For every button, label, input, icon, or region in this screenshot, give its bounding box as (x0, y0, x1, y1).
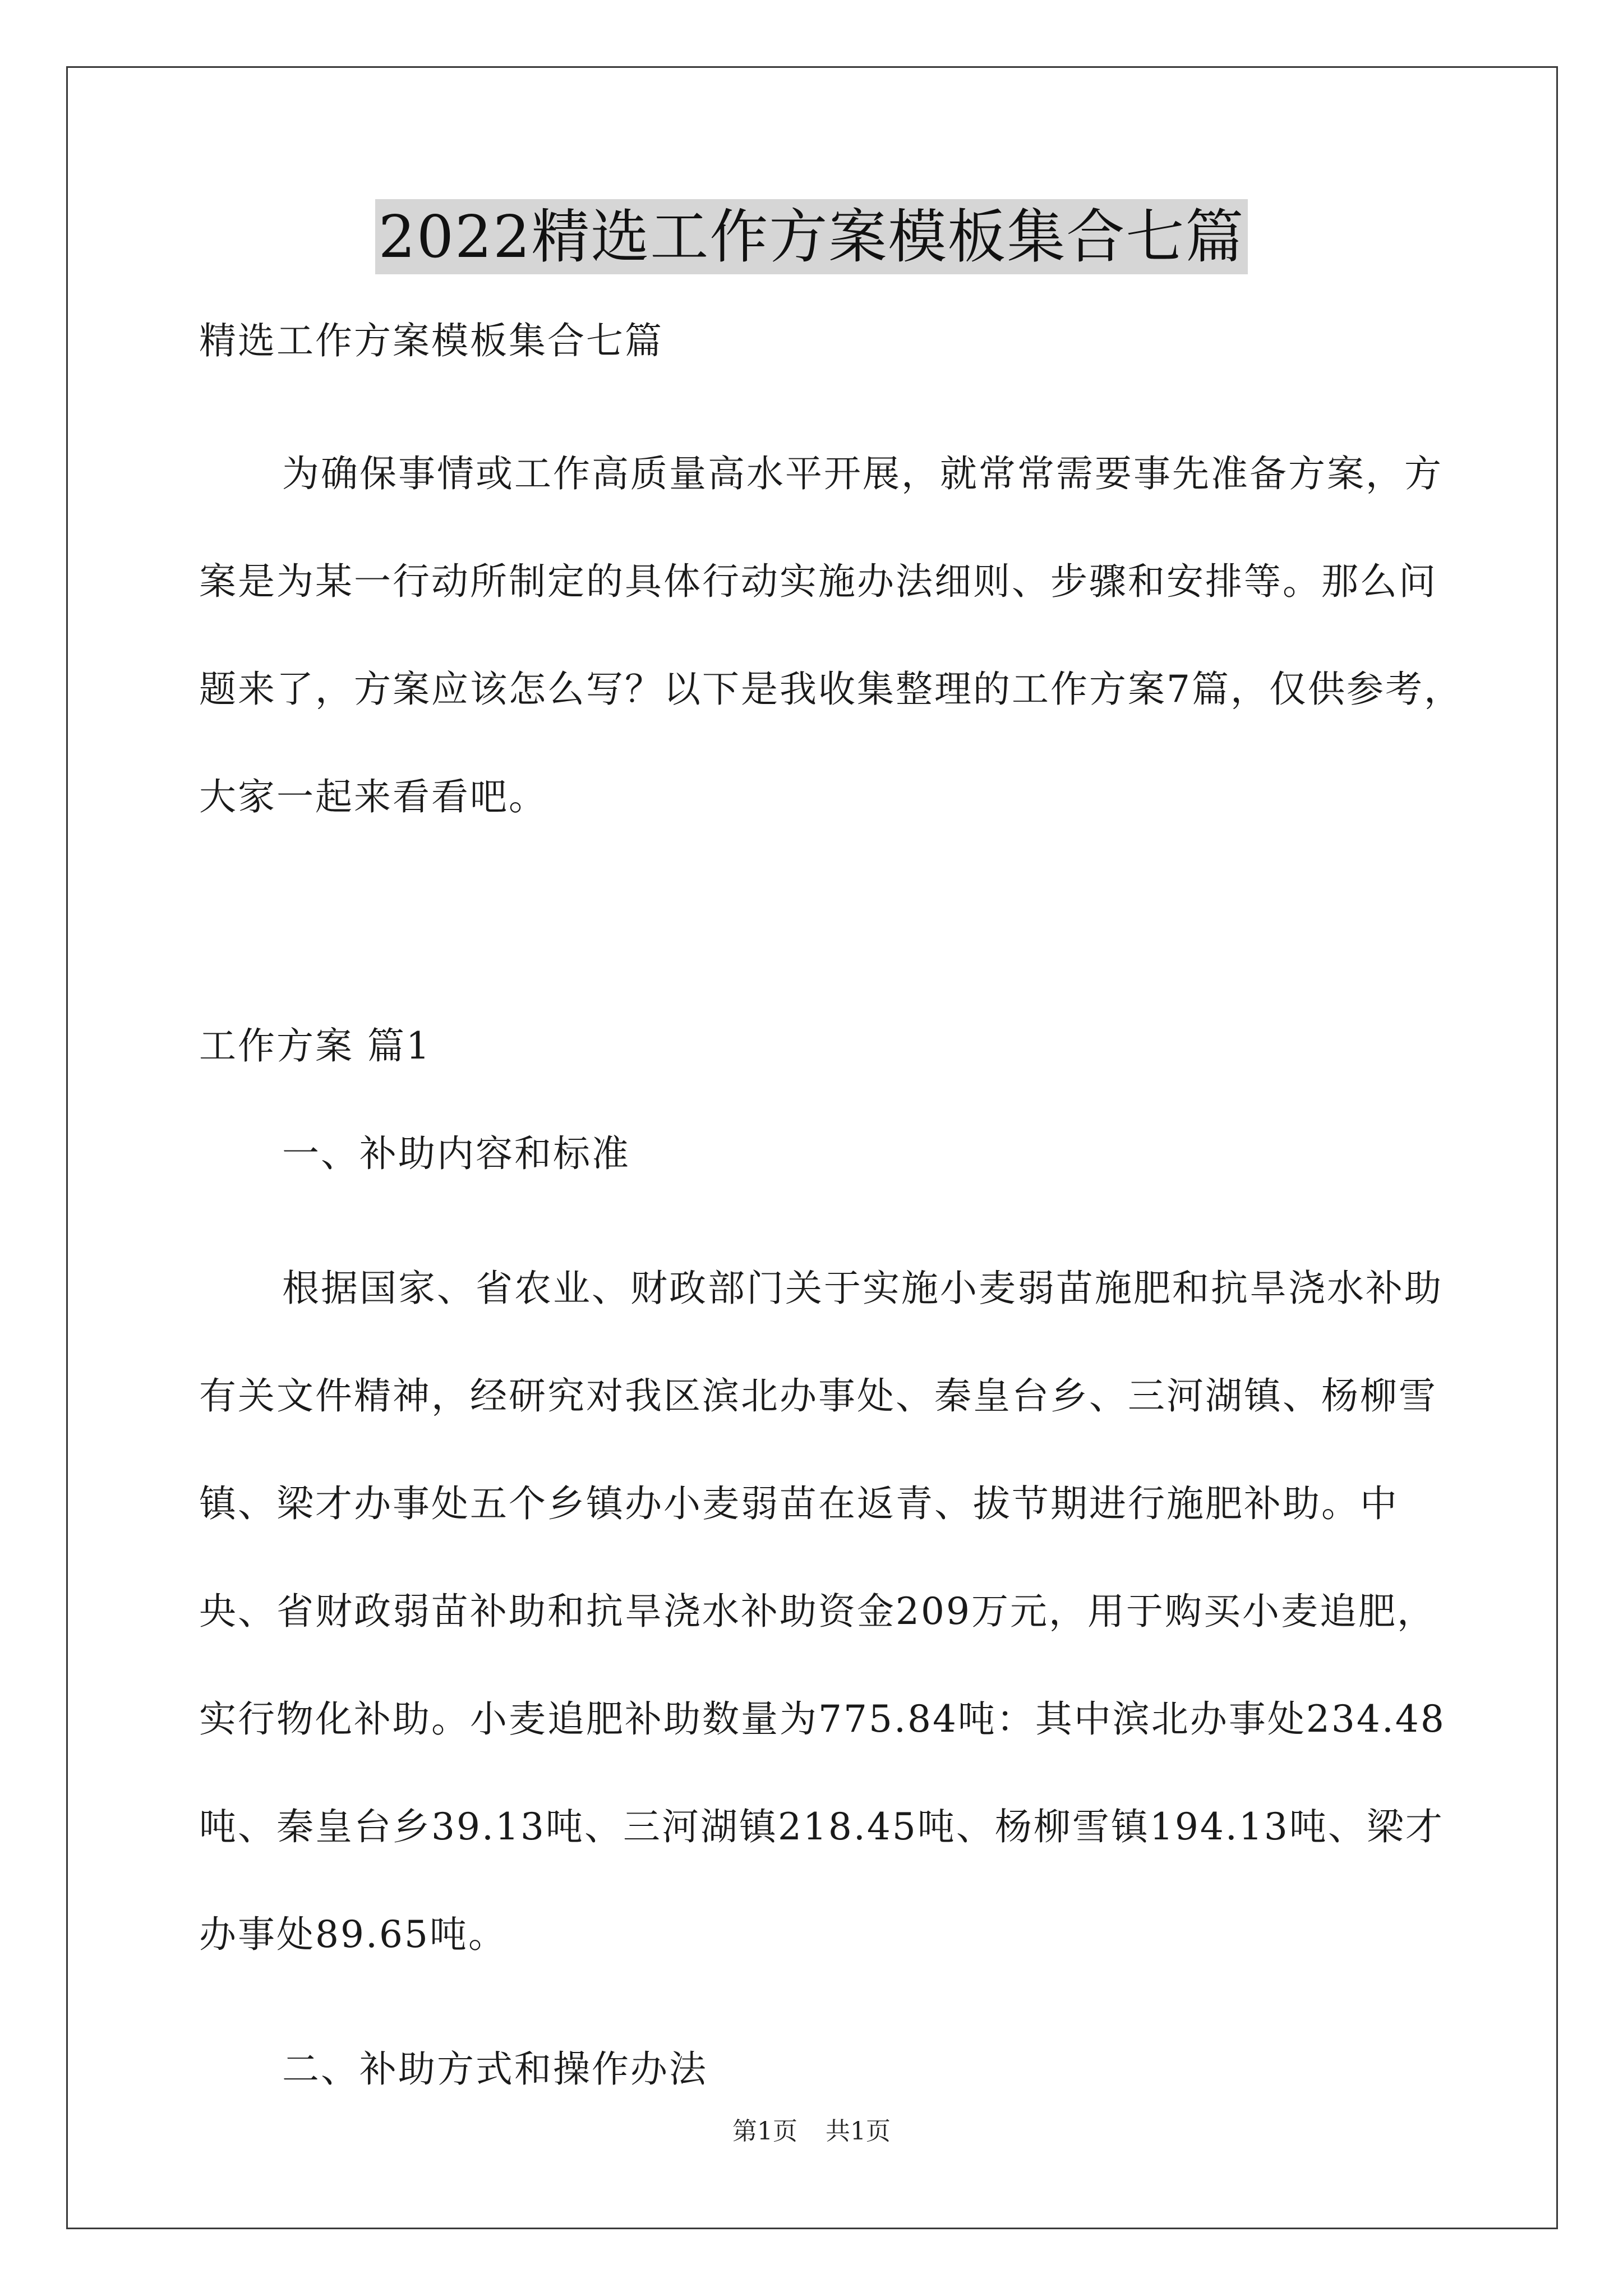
document-body (199, 314, 1467, 2096)
title-container (0, 199, 1623, 274)
section-heading: 工作方案 篇1 (199, 1024, 431, 1068)
document-subtitle: 精选工作方案模板集合七篇 (199, 319, 663, 362)
item-2-heading: 二、补助方式和操作办法 (282, 2047, 708, 2091)
page-footer (0, 2115, 1623, 2148)
page-number-total: 共1页 (826, 2117, 891, 2146)
intro-paragraph: 为确保事情或工作高质量高水平开展，就常常需要事先准备方案，方案是为某一行动所制定的具体行动实施办法细则、步骤和安排等。那么问题来了，方案应该怎么写？以下是我收集整理的工作方案7篇，仅供参考，大家一起来看看吧。 (199, 452, 1463, 818)
page-number-current: 第1页 (732, 2117, 797, 2146)
document-title: 2022精选工作方案模板集合七篇 (375, 199, 1248, 274)
item-1-body: 根据国家、省农业、财政部门关于实施小麦弱苗施肥和抗旱浇水补助有关文件精神，经研究对我区滨北办事处、秦皇台乡、三河湖镇、杨柳雪镇、梁才办事处五个乡镇办小麦弱苗在返青、拔节期进行施肥补助。中央、省财政弱苗补助和抗旱浇水补助资金209万元，用于购买小麦追肥，实行物化补助。小麦追肥补助数量为775.84吨：其中滨北办事处234.48吨、秦皇台乡39.13吨、三河湖镇218.45吨、杨柳雪镇194.13吨、梁才办事处89.65吨。 (199, 1267, 1446, 1956)
item-1-heading: 一、补助内容和标准 (282, 1132, 630, 1175)
